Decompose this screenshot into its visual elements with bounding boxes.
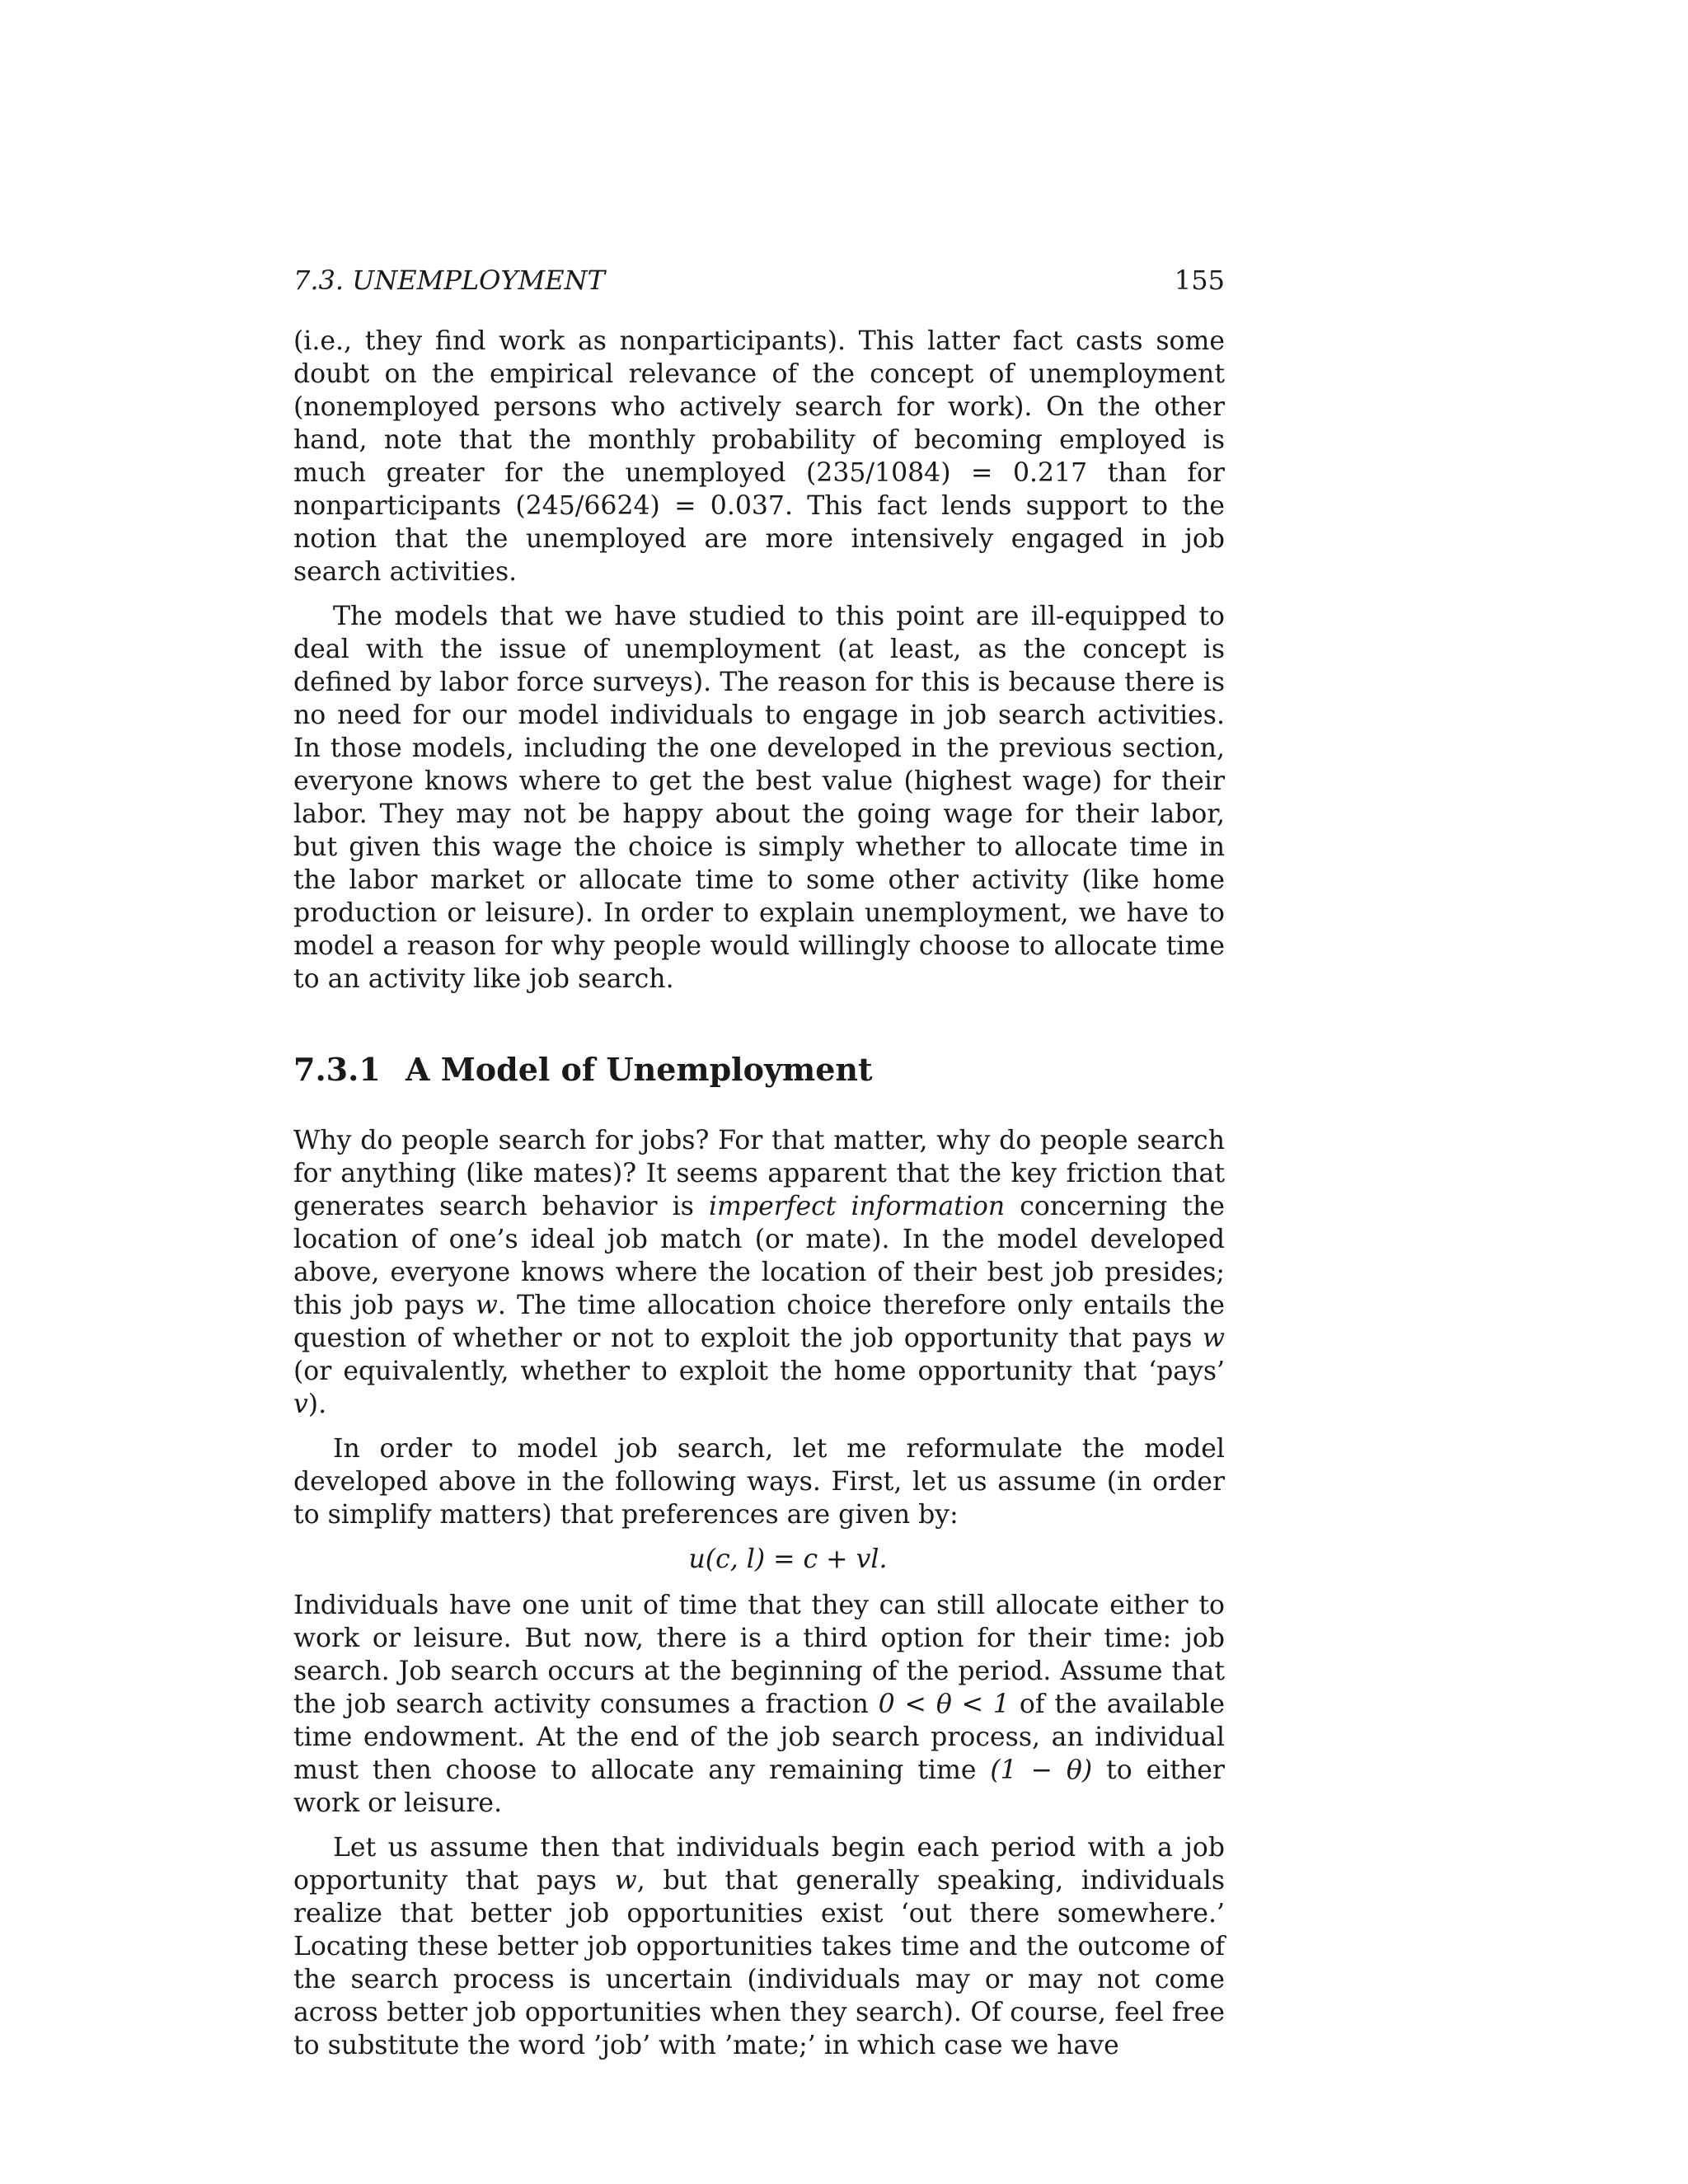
body-text: [293, 325, 1225, 2062]
paragraph-6-text-a: Let us assume then that individuals begin each period with a job opportunity that pays: [293, 1833, 1225, 1896]
paragraph-5-text-b: of the available time endowment. At the end of the job search process, an individual must then choose to allocate any remaining time: [293, 1690, 1225, 1785]
paragraph-5-text-a: Individuals have one unit of time that they can still allocate either to work or leisure. But now, there is a third option for their time: job search. Job search occurs at the beginning of the period. Assume that the job search activity consumes a fraction: [293, 1591, 1225, 1719]
paragraph-3-text-e: ).: [307, 1390, 327, 1419]
paragraph-6: [293, 1831, 1225, 2062]
chapter-title: 7.3. UNEMPLOYMENT: [293, 265, 605, 296]
math-w: w: [1203, 1324, 1225, 1353]
paragraph-5: [293, 1589, 1225, 1820]
paragraph-5-text-c: to either work or leisure.: [293, 1755, 1225, 1818]
page-number: 155: [1174, 265, 1225, 296]
math-v: v: [293, 1390, 308, 1419]
section-number: 7.3.1: [293, 1051, 381, 1088]
paragraph-3-text-b: concerning the location of one’s ideal job match (or mate). In the model developed above, everyone knows where the location of their best job presides; this job pays: [293, 1192, 1225, 1320]
section-heading: [293, 1050, 1225, 1090]
section-title: A Model of Unemployment: [406, 1051, 873, 1088]
utility-equation: u(c, l) = c + vl.: [688, 1544, 888, 1574]
paragraph-1: (i.e., they find work as nonparticipants). This latter fact casts some doubt on the empirical relevance of the concept of unemployment (nonemployed persons who actively search for work). On the other hand, note that the monthly probability of becoming employed is much greater for the unemployed (235/1084) = 0.217 than for nonparticipants (245/6624) = 0.037. This fact lends support to the notion that the unemployed are more intensively engaged in job search activities.: [293, 326, 1225, 587]
paragraph-3-text-c: . The time allocation choice therefore only entails the question of whether or not to exploit the job opportunity that pays: [293, 1291, 1225, 1353]
paragraph-3-text-d: (or equivalently, whether to exploit the home opportunity that ‘pays’: [293, 1357, 1225, 1386]
document-page: [293, 264, 1225, 2074]
math-remaining-time: (1 − θ): [990, 1755, 1093, 1785]
paragraph-2: The models that we have studied to this point are ill-equipped to deal with the issue of unemployment (at least, as the concept is defined by labor force surveys). The reason for this is because there is no need for our model individuals to engage in job search activities. In those models, including the one developed in the previous section, everyone knows where to get the best value (highest wage) for their labor. They may not be happy about the going wage for their labor, but given this wage the choice is simply whether to allocate time in the labor market or allocate time to some other activity (like home production or leisure). In order to explain unemployment, we have to model a reason for why people would willingly choose to allocate time to an activity like job search.: [293, 602, 1225, 994]
paragraph-6-text-b: , but that generally speaking, individuals realize that better job opportunities exist ‘out there somewhere.’ Locating these better job opportunities takes time and the outcome of the search process is uncertain (individuals may or may not come across better job opportunities when they search). Of course, feel free to substitute the word ’job’ with ’mate;’ in which case we have: [293, 1866, 1225, 2060]
paragraph-3-text-a: Why do people search for jobs? For that matter, why do people search for anything (like mates)? It seems apparent that the key friction that generates search behavior is: [293, 1126, 1225, 1221]
math-w: w: [475, 1291, 498, 1320]
paragraph-4: In order to model job search, let me reformulate the model developed above in the following ways. First, let us assume (in order to simplify matters) that preferences are given by:: [293, 1434, 1225, 1530]
emphasis-imperfect-information: imperfect information: [708, 1192, 1006, 1221]
math-w: w: [614, 1866, 637, 1896]
paragraph-3: [293, 1124, 1225, 1421]
math-theta-range: 0 < θ < 1: [878, 1690, 1010, 1719]
running-header: [293, 264, 1225, 297]
